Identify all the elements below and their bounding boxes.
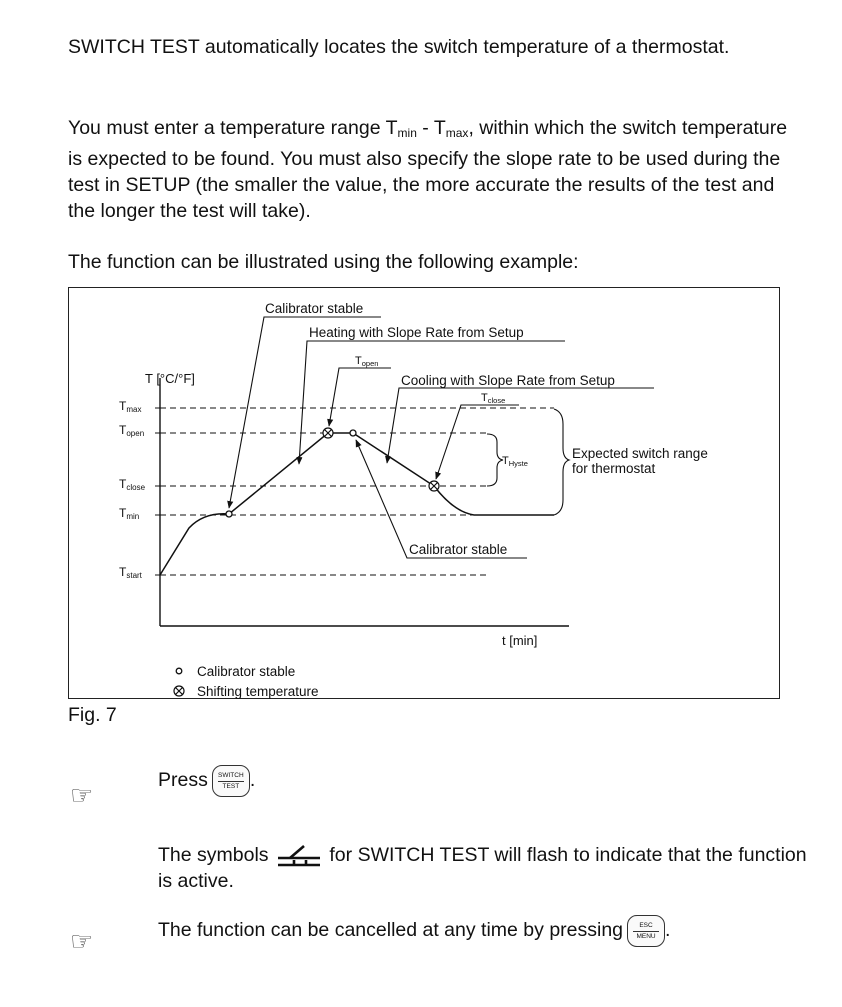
label-topen: Topen xyxy=(355,355,379,368)
legend-shifting-icon xyxy=(174,686,184,696)
intro-paragraph-2 xyxy=(68,115,798,224)
shifting-temperature-icon xyxy=(323,428,333,438)
legend-stable-label: Calibrator stable xyxy=(197,664,296,679)
press-text: Press xyxy=(158,769,208,791)
step-cancel xyxy=(158,910,670,950)
p2-sub-max: max xyxy=(445,126,469,140)
label-calibrator-stable-top: Calibrator stable xyxy=(265,301,364,316)
figure-diagram xyxy=(69,288,781,700)
symbols-text-b: for SWITCH TEST will flash to indicate that the function is active. xyxy=(158,844,807,892)
leader-tclose xyxy=(436,405,519,479)
calibrator-stable-dot-icon xyxy=(226,511,232,517)
x-axis-label: t [min] xyxy=(502,633,538,648)
p2-text-c: , within which the switch temperature is expected to be found. You must also specify the slope rate to be used during the test in SETUP (the smaller the value, the more accurate the results of the test and the longer the test will take). xyxy=(68,117,788,222)
esc-menu-key[interactable] xyxy=(627,915,665,947)
p2-text-a: You must enter a temperature range T xyxy=(68,117,398,139)
leader-topen xyxy=(329,368,391,426)
label-calibrator-stable-bottom: Calibrator stable xyxy=(409,542,508,557)
cancel-text: The function can be cancelled at any time by pressing xyxy=(158,919,624,941)
pointing-hand-icon: ☞ xyxy=(70,780,94,810)
label-heating: Heating with Slope Rate from Setup xyxy=(309,325,524,340)
pointing-hand-icon: ☞ xyxy=(70,926,94,956)
switch-key-bottom: TEST xyxy=(218,781,244,791)
tick-tclose: Tclose xyxy=(119,477,146,492)
figure-frame xyxy=(68,287,780,699)
brace-expected-range xyxy=(554,409,569,515)
y-axis-label: T [°C/°F] xyxy=(145,371,195,386)
esc-key-bottom: MENU xyxy=(633,931,659,941)
leader-heating xyxy=(299,341,565,464)
figure-caption: Fig. 7 xyxy=(68,704,117,726)
intro-paragraph-3: The function can be illustrated using the following example: xyxy=(68,251,579,273)
label-cooling: Cooling with Slope Rate from Setup xyxy=(401,373,615,388)
label-tclose: Tclose xyxy=(481,392,506,405)
legend-stable-icon xyxy=(176,668,182,674)
calibrator-stable-dot-icon xyxy=(350,430,356,436)
shifting-temperature-icon xyxy=(429,481,439,491)
p2-text-b: - T xyxy=(416,117,446,139)
step-press xyxy=(158,760,255,800)
leader-calibrator-stable-top xyxy=(229,317,381,508)
switch-symbol-icon xyxy=(276,844,322,868)
tick-tstart: Tstart xyxy=(119,565,142,580)
esc-key-top: ESC xyxy=(639,921,653,929)
cancel-end: . xyxy=(665,919,671,941)
p2-sub-min: min xyxy=(397,126,417,140)
label-expected-line2: for thermostat xyxy=(572,461,656,476)
label-expected-line1: Expected switch range xyxy=(572,446,708,461)
legend-shifting-label: Shifting temperature xyxy=(197,684,319,699)
symbols-text-a: The symbols xyxy=(158,844,269,866)
brace-thyste xyxy=(487,434,503,486)
tick-tmin: Tmin xyxy=(119,506,140,521)
switch-key-top: SWITCH xyxy=(218,771,244,779)
intro-paragraph-1: SWITCH TEST automatically locates the switch temperature of a thermostat. xyxy=(68,36,730,58)
switch-test-key[interactable] xyxy=(212,765,250,797)
tick-tmax: Tmax xyxy=(119,399,142,414)
press-end: . xyxy=(249,769,256,791)
tick-topen: Topen xyxy=(119,423,145,438)
symbols-paragraph xyxy=(158,842,808,894)
label-thyste: THyste xyxy=(502,455,528,468)
